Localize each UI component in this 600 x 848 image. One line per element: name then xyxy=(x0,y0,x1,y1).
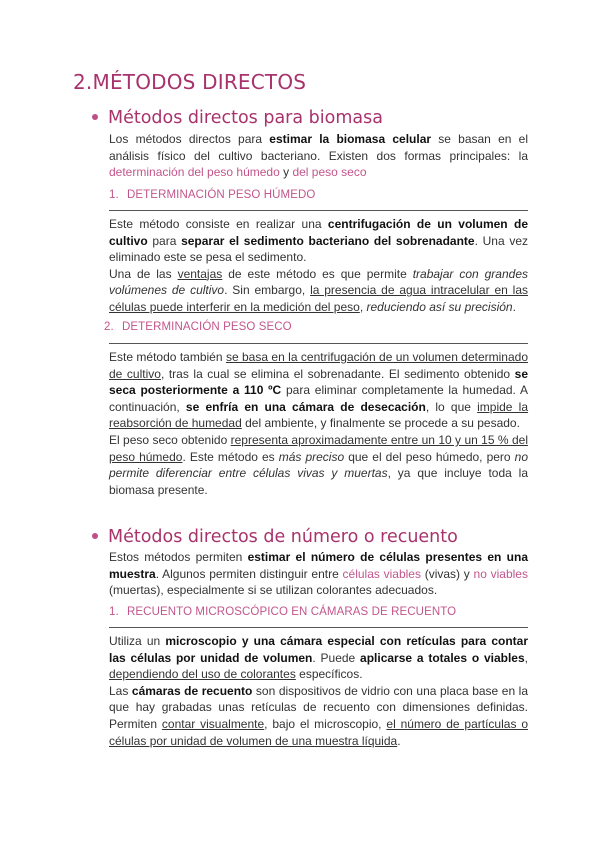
text-run: Las xyxy=(109,683,132,698)
subsection-number: 1. xyxy=(109,606,119,618)
intro-paragraph-recuento xyxy=(109,549,528,599)
text-run: del peso seco xyxy=(292,165,367,180)
text-run: se basa en la centrifugación de un volumen determinado de cultivo xyxy=(109,350,529,381)
section-heading-text: Métodos directos de número o recuento xyxy=(108,527,458,547)
section-heading-text: Métodos directos para biomasa xyxy=(108,108,383,128)
divider xyxy=(109,343,528,344)
text-run: trabajar con grandes volúmenes de cultivo xyxy=(109,266,528,298)
divider xyxy=(109,210,528,211)
text-run: más preciso xyxy=(278,449,345,464)
text-run: de este método es que permite xyxy=(222,266,413,281)
text-run: dependiendo del uso de colorantes xyxy=(109,667,296,682)
text-run: Utiliza un xyxy=(109,634,166,648)
text-run: el número de partículas o células por unidad de volumen de una muestra líquida xyxy=(109,716,528,748)
text-run: específicos. xyxy=(295,667,363,682)
text-run: no permite diferenciar entre células vivas y muertas xyxy=(109,449,528,481)
text-run: cámaras de recuento xyxy=(131,683,253,698)
text-run: centrifugación de un volumen de cultivo xyxy=(109,217,528,248)
text-run: , ya que incluye toda la biomasa presente. xyxy=(109,466,528,497)
bullet-icon xyxy=(92,533,98,539)
subsection-heading-peso-humedo xyxy=(109,189,315,201)
text-run: , xyxy=(359,299,367,314)
intro-paragraph-biomasa xyxy=(109,131,528,181)
text-run: estimar la biomasa celular xyxy=(269,132,432,146)
text-run: para eliminar completamente la humedad. A continuación, xyxy=(109,383,528,414)
text-run: separar el sedimento bacteriano del sobrenadante xyxy=(181,233,475,248)
text-run: no viables xyxy=(473,566,528,581)
text-run: contar visualmente xyxy=(161,716,265,731)
bullet-icon xyxy=(92,114,98,120)
body-paragraph-peso-seco xyxy=(109,349,528,498)
text-run: representa aproximadamente entre un 10 y un 15 % del peso húmedo xyxy=(109,432,528,464)
subsection-heading-peso-seco xyxy=(104,321,292,333)
subsection-heading-text: DETERMINACIÓN PESO SECO xyxy=(122,321,292,333)
section-heading-recuento xyxy=(92,527,458,547)
subsection-number: 2. xyxy=(104,321,114,333)
text-run: que el del peso húmedo, pero xyxy=(344,449,515,464)
text-run: Este método también xyxy=(109,350,226,364)
text-run: aplicarse a totales o viables xyxy=(360,650,525,665)
page-title: 2.MÉTODOS DIRECTOS xyxy=(73,70,307,94)
text-run: son dispositivos de vidrio con una placa base en la que hay grabadas unas retículas de recuento con dimensiones definidas. Permiten xyxy=(109,683,528,731)
text-run: . Una vez eliminado este se pesa el sedimento. xyxy=(109,233,528,265)
text-run: , lo que xyxy=(425,399,478,414)
text-run: . Puede xyxy=(312,650,361,665)
text-run: se basan en el análisis físico del cultivo bacteriano. Existen dos formas principales: la xyxy=(109,132,528,163)
text-run: determinación del peso húmedo xyxy=(109,165,280,180)
text-run: (vivas) y xyxy=(420,566,474,581)
text-run: El peso seco obtenido xyxy=(109,432,231,447)
body-paragraph-peso-humedo xyxy=(109,216,528,316)
body-paragraph-recuento-microscopico xyxy=(109,633,528,749)
subsection-number: 1. xyxy=(109,189,119,201)
text-run: . Este método es xyxy=(182,449,279,464)
text-run: y xyxy=(279,165,293,180)
text-run: microscopio y una cámara especial con retículas para contar las células por unidad de volumen xyxy=(109,634,528,665)
section-heading-biomasa xyxy=(92,108,383,128)
subsection-heading-recuento-microscopico xyxy=(109,606,456,618)
text-run: . Sin embargo, xyxy=(224,283,311,298)
divider xyxy=(109,627,528,628)
text-run: Una de las xyxy=(109,266,178,281)
subsection-heading-text: RECUENTO MICROSCÓPICO EN CÁMARAS DE RECUENTO xyxy=(127,606,457,618)
text-run: reduciendo así su precisión xyxy=(366,299,513,314)
text-run: . xyxy=(512,299,516,314)
text-run: estimar el número de células presentes en una muestra xyxy=(109,550,528,581)
text-run: (muertas), especialmente si se utilizan colorantes adecuados. xyxy=(109,583,438,598)
text-run: , tras la cual se elimina el sobrenadante. El sedimento obtenido xyxy=(160,366,515,381)
text-run: . xyxy=(397,733,401,748)
text-run: ventajas xyxy=(177,266,223,281)
text-run: impide la reabsorción de humedad xyxy=(109,399,529,431)
text-run: , xyxy=(524,650,528,665)
text-run: Estos métodos permiten xyxy=(109,550,248,564)
text-run: . Algunos permiten distinguir entre xyxy=(155,566,343,581)
text-run: Este método consiste en realizar una xyxy=(109,217,328,231)
text-run: , bajo el microscopio, xyxy=(264,716,387,731)
subsection-heading-text: DETERMINACIÓN PESO HÚMEDO xyxy=(127,189,316,201)
text-run: del ambiente, y finalmente se procede a su pesado. xyxy=(241,416,520,431)
text-run: para xyxy=(147,233,182,248)
text-run: Los métodos directos para xyxy=(109,132,270,146)
text-run: células viables xyxy=(342,566,421,581)
text-run: la presencia de agua intracelular en las células puede interferir en la medición del peso xyxy=(109,283,528,314)
text-run: se enfría en una cámara de desecación xyxy=(185,399,426,414)
text-run: se seca posteriormente a 110 ºC xyxy=(109,366,529,398)
